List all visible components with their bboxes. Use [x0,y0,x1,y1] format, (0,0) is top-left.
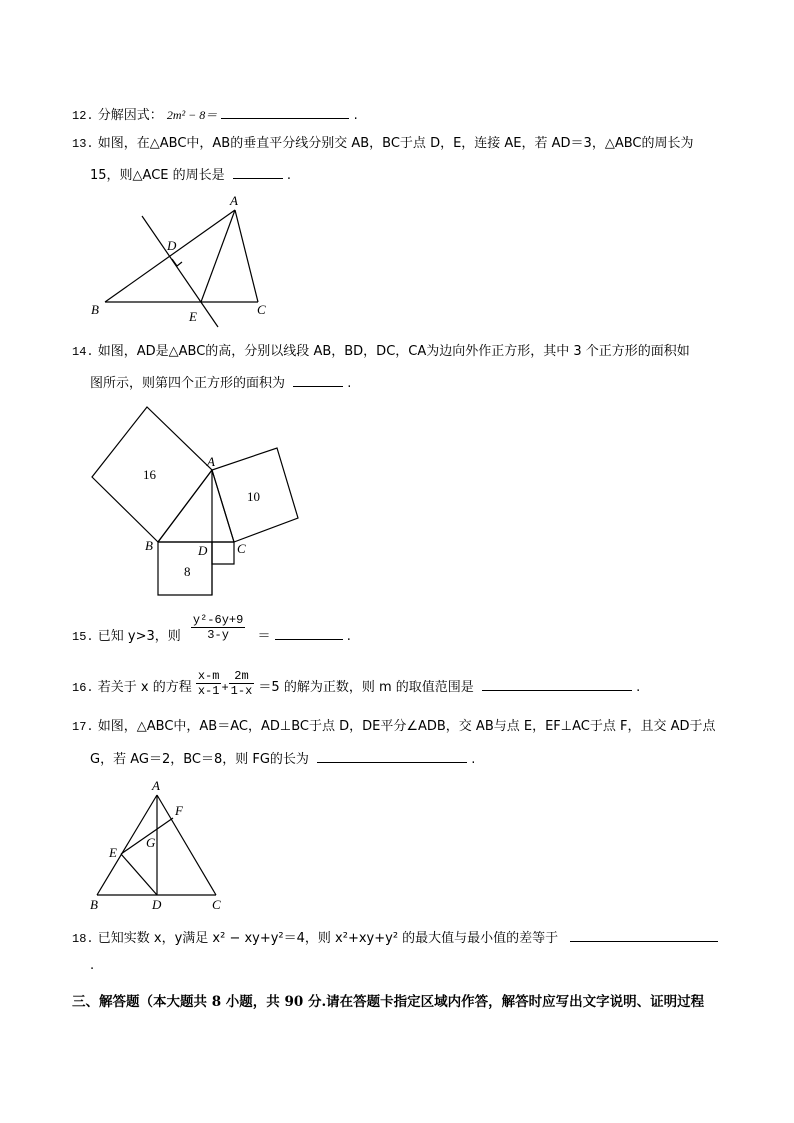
question-13-line-1 [72,136,694,152]
figure-13-triangle [85,190,285,330]
question-16 [72,669,641,702]
plus-sign: + [221,681,229,695]
denominator: 1-x [230,684,253,698]
answer-blank[interactable] [275,627,343,640]
equals-sign: ＝ [257,629,271,644]
question-number: 17. [72,720,94,734]
label-f: F [175,803,183,818]
question-18-line-2 [90,958,94,974]
question-number: 15. [72,630,94,644]
question-number: 18. [72,932,94,946]
area-ab: 16 [143,467,156,482]
answer-blank[interactable] [221,106,349,119]
label-d: D [167,238,177,253]
question-17-line-2 [90,750,475,768]
question-15 [72,613,351,651]
section-heading: 三、解答题（本大题共 8 小题，共 90 分.请在答题卡指定区域内作答，解答时应写出文字说明、证明过程 [72,994,705,1010]
period: . [636,680,641,695]
area-bd: 8 [184,564,191,579]
question-number: 16. [72,681,94,695]
question-text: 15，则△ACE 的周长是 [90,168,225,183]
label-a: A [207,454,215,469]
label-b: B [145,538,153,553]
label-c: C [212,897,221,912]
label-b: B [90,897,98,912]
answer-blank[interactable] [233,166,283,179]
question-text: G，若 AG＝2，BC＝8，则 FG的长为 [90,752,309,767]
question-18-line-1 [72,929,718,947]
denominator: 3-y [207,628,229,642]
question-14-line-1 [72,344,690,360]
equals-five: ＝5 [258,680,280,695]
label-e: E [189,309,197,324]
period: . [90,958,95,973]
question-12 [72,106,358,124]
question-number: 12. [72,109,94,123]
denominator: x-1 [197,684,220,698]
answer-blank[interactable] [317,750,467,763]
label-e: E [109,845,117,860]
label-g: G [146,835,156,850]
label-b: B [91,302,99,317]
question-text: 如图，△ABC中，AB＝AC，AD⊥BC于点 D，DE平分∠ADB，交 AB与点 E，EF⊥AC于点 F，且交 AD于点 [97,719,716,734]
question-text: 已知 y>3，则 [97,629,181,644]
question-13-line-2 [90,166,291,184]
question-text-mid: 的解为正数，则 m 的取值范围是 [283,680,474,695]
fraction [191,613,245,642]
period: . [346,629,351,644]
question-number: 14. [72,345,94,359]
label-c: C [237,541,246,556]
label-d: D [152,897,162,912]
numerator: 2m [229,669,255,684]
question-text: 已知实数 x，y满足 x² − xy+y²＝4，则 x²+xy+y² 的最大值与最小值的差等于 [97,931,559,946]
question-text: 如图，在△ABC中，AB的垂直平分线分别交 AB，BC于点 D，E，连接 AE，若 AD＝3，△ABC的周长为 [97,136,694,151]
label-c: C [257,302,266,317]
answer-blank[interactable] [482,678,632,691]
label-a: A [230,193,238,208]
figure-14-squares [85,400,315,600]
label-d: D [198,543,208,558]
figure-17-triangle [85,775,245,915]
label-a: A [152,778,160,793]
answer-blank[interactable] [570,929,718,942]
question-text: 若关于 x 的方程 [97,680,192,695]
math-expression: 2m² − 8＝ [166,108,218,122]
answer-blank[interactable] [293,374,343,387]
numerator: y²-6y+9 [192,613,244,627]
question-17-line-1 [72,719,716,735]
period: . [353,108,358,123]
question-14-line-2 [90,374,351,392]
period: . [471,752,476,767]
question-text: 如图，AD是△ABC的高，分别以线段 AB，BD，DC，CA为边向外作正方形，其中 3 个正方形的面积如 [97,344,690,359]
question-text: 图所示，则第四个正方形的面积为 [90,376,286,391]
area-ca: 10 [247,489,260,504]
period: . [347,376,352,391]
fraction-1 [196,669,222,698]
fraction-2 [229,669,255,698]
period: . [286,168,292,183]
question-number: 13. [72,137,94,151]
numerator: x-m [197,669,220,683]
question-text: 分解因式： [97,108,163,123]
